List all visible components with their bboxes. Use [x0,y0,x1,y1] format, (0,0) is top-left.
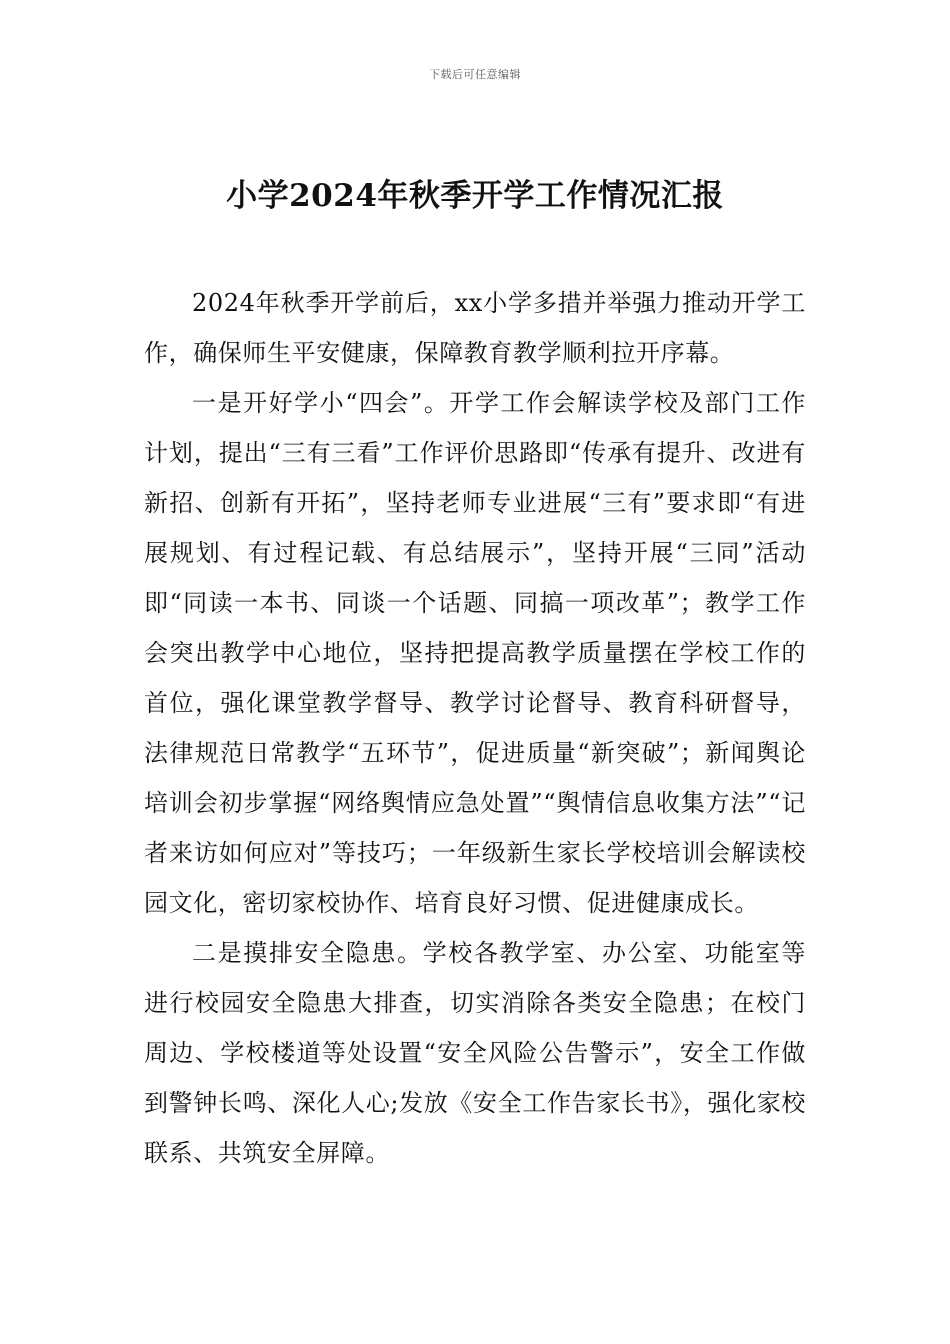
paragraph-intro: 2024年秋季开学前后，xx小学多措并举强力推动开学工作，确保师生平安健康，保障教育教学顺利拉开序幕。 [144,289,806,367]
header-note: 下载后可任意编辑 [429,68,521,81]
paragraph-meetings: 一是开好学小“四会”。开学工作会解读学校及部门工作计划，提出“三有三看”工作评价思路即“传承有提升、改进有新招、创新有开拓”，坚持老师专业进展“三有”要求即“有进展规划、有过程记载、有总结展示”，坚持开展“三同”活动即“同读一本书、同谈一个话题、同搞一项改革”；教学工作会突出教学中心地位，坚持把提高教学质量摆在学校工作的首位，强化课堂教学督导、教学讨论督导、教育科研督导，法律规范日常教学“五环节”，促进质量“新突破”；新闻舆论培训会初步掌握“网络舆情应急处置”“舆情信息收集方法”“记者来访如何应对”等技巧；一年级新生家长学校培训会解读校园文化，密切家校协作、培育良好习惯、促进健康成长。 [144,389,806,917]
document-title: 小学2024年秋季开学工作情况汇报 [226,178,724,214]
document-body [144,278,806,1178]
paragraph-safety: 二是摸排安全隐患。学校各教学室、办公室、功能室等进行校园安全隐患大排查，切实消除各类安全隐患；在校门周边、学校楼道等处设置“安全风险公告警示”，安全工作做到警钟长鸣、深化人心;发放《安全工作告家长书》，强化家校联系、共筑安全屏障。 [144,939,806,1167]
